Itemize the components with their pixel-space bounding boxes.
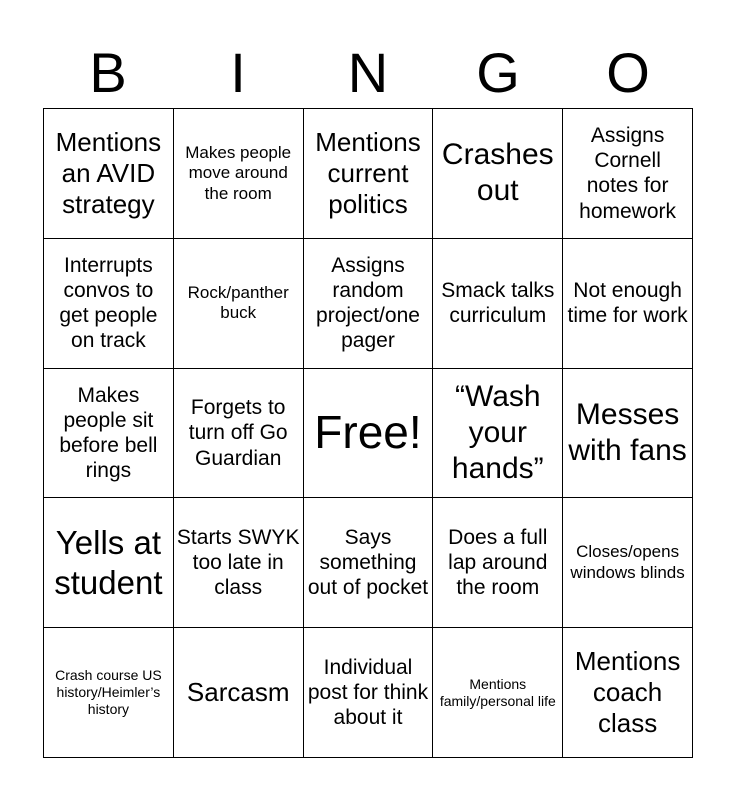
bingo-cell[interactable]: Forgets to turn off Go Guardian xyxy=(174,369,304,499)
header-letter-o: O xyxy=(606,41,650,104)
bingo-cell[interactable]: Mentions family/personal life xyxy=(433,628,563,758)
bingo-cell[interactable]: Starts SWYK too late in class xyxy=(174,498,304,628)
bingo-cell[interactable]: Individual post for think about it xyxy=(304,628,434,758)
header-letter-i: I xyxy=(230,41,246,104)
bingo-cell[interactable]: Mentions an AVID strategy xyxy=(44,109,174,239)
bingo-header xyxy=(43,38,693,108)
bingo-cell[interactable]: Does a full lap around the room xyxy=(433,498,563,628)
bingo-cell[interactable]: Sarcasm xyxy=(174,628,304,758)
bingo-cell[interactable]: Mentions current politics xyxy=(304,109,434,239)
bingo-cell[interactable]: Interrupts convos to get people on track xyxy=(44,239,174,369)
header-letter-b: B xyxy=(89,41,127,104)
bingo-cell[interactable]: Makes people sit before bell rings xyxy=(44,369,174,499)
bingo-cell[interactable]: “Wash your hands” xyxy=(433,369,563,499)
bingo-cell[interactable]: Closes/opens windows blinds xyxy=(563,498,693,628)
bingo-cell[interactable]: Yells at student xyxy=(44,498,174,628)
bingo-cell[interactable]: Messes with fans xyxy=(563,369,693,499)
bingo-cell[interactable]: Crash course US history/Heimler’s history xyxy=(44,628,174,758)
bingo-cell[interactable]: Says something out of pocket xyxy=(304,498,434,628)
free-space[interactable]: Free! xyxy=(304,369,434,499)
bingo-cell[interactable]: Mentions coach class xyxy=(563,628,693,758)
bingo-cell[interactable]: Assigns random project/one pager xyxy=(304,239,434,369)
bingo-cell[interactable]: Rock/panther buck xyxy=(174,239,304,369)
bingo-cell[interactable]: Smack talks curriculum xyxy=(433,239,563,369)
bingo-grid xyxy=(43,108,693,758)
header-letter-n: N xyxy=(347,41,389,104)
header-letter-g: G xyxy=(476,41,520,104)
bingo-cell[interactable]: Not enough time for work xyxy=(563,239,693,369)
bingo-cell[interactable]: Makes people move around the room xyxy=(174,109,304,239)
bingo-cell[interactable]: Crashes out xyxy=(433,109,563,239)
bingo-cell[interactable]: Assigns Cornell notes for homework xyxy=(563,109,693,239)
